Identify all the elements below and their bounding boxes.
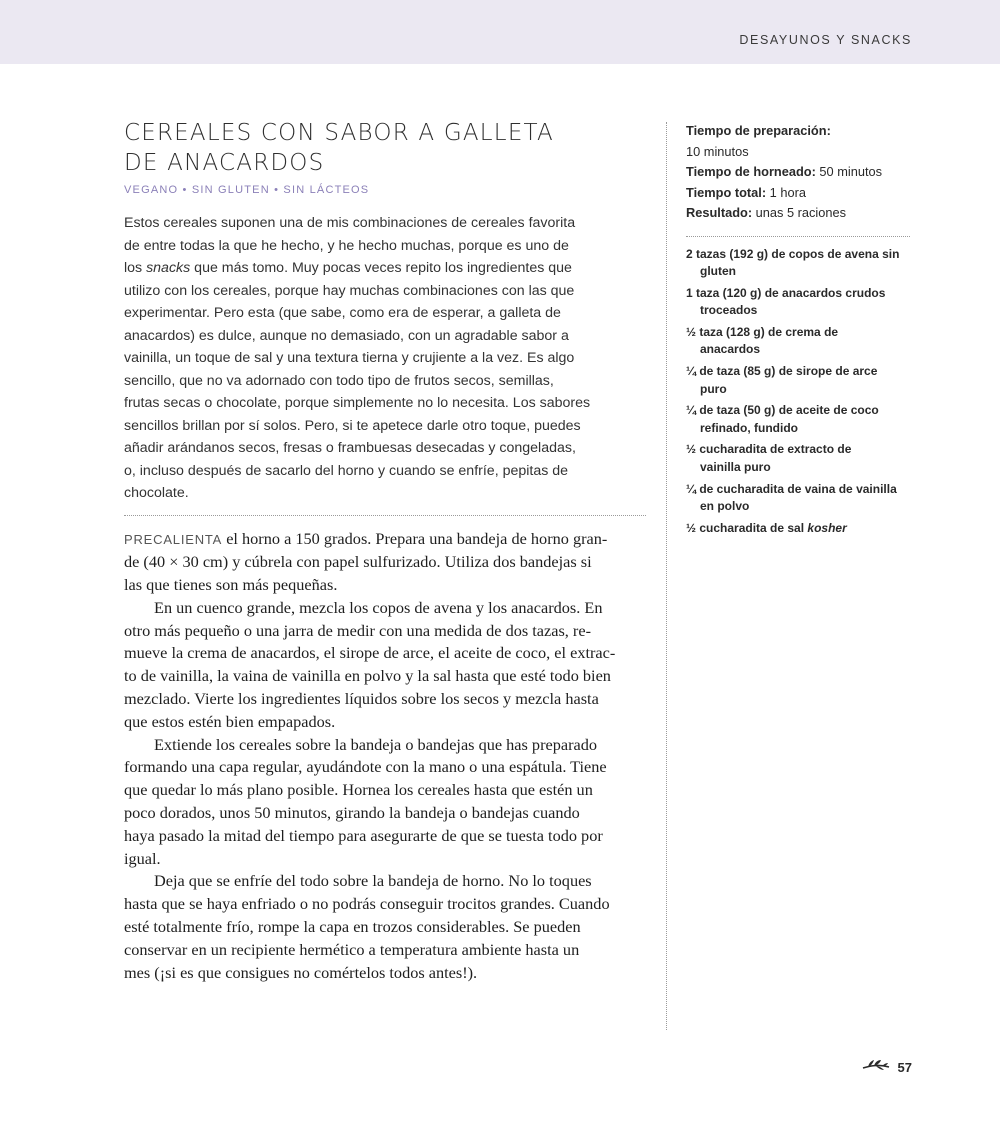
intro-line: sencillos brillan por sí solos. Pero, si te apetece darle otro toque, puedes <box>124 417 581 434</box>
ingredient-line: ½ taza (128 g) de crema de <box>686 324 839 339</box>
header-band <box>0 0 1000 64</box>
dotted-divider <box>686 236 910 237</box>
method-paragraph <box>124 597 648 734</box>
ingredient-line: anacardos <box>700 342 761 357</box>
ingredient-line: puro <box>700 381 727 396</box>
intro-line: añadir arándanos secos, fresas o frambuesas desecadas y congeladas, <box>124 440 576 456</box>
method-paragraph <box>124 734 648 871</box>
italic-term: snacks <box>146 260 191 276</box>
ingredient-item <box>686 324 916 359</box>
method-line: mezclado. Vierte los ingredientes líquidos sobre los secos y mezcla hasta <box>124 689 599 709</box>
main-column <box>124 118 648 984</box>
method-line: de (40 × 30 cm) y cúbrela con papel sulfurizado. Utiliza dos bandejas si <box>124 552 592 572</box>
text-run: que más tomo. Muy pocas veces repito los ingredientes que <box>190 260 572 276</box>
method-line: que estos estén bien empapados. <box>124 711 336 731</box>
method-line: esté totalmente frío, rompe la capa en trozos considerables. Se pueden <box>124 917 581 937</box>
text-run: los <box>124 260 147 276</box>
intro-line: sencillo, que no va adornado con todo tipo de frutos secos, semillas, <box>124 372 554 389</box>
method-line: mueve la crema de anacardos, el sirope de arce, el aceite de coco, el extrac- <box>124 643 616 663</box>
method-line <box>124 528 648 552</box>
meta-label: Resultado: <box>686 205 753 220</box>
meta-value: 10 minutos <box>686 143 749 159</box>
meta-label: Tiempo total: <box>686 184 767 200</box>
meta-row <box>686 203 916 224</box>
dotted-divider <box>124 515 646 516</box>
meta-value: unas 5 raciones <box>752 205 847 220</box>
ingredient-line: gluten <box>700 264 736 279</box>
intro-line: chocolate. <box>124 485 189 501</box>
method-line: to de vainilla, la vaina de vainilla en polvo y la sal hasta que esté todo bien <box>124 666 611 686</box>
ingredient-line: 1 taza (120 g) de anacardos crudos <box>686 285 886 300</box>
method-line: formando una capa regular, ayudándote con la mano o una espátula. Tiene <box>124 757 607 777</box>
ingredient-line: vainilla puro <box>700 460 771 475</box>
ingredient-item <box>686 520 916 538</box>
ingredient-line <box>686 520 916 538</box>
method-line: que quedar lo más plano posible. Hornea los cereales hasta que estén un <box>124 780 593 800</box>
method-line: hasta que se haya enfriado o no podrás conseguir trocitos grandes. Cuando <box>124 894 610 914</box>
ingredients-list <box>686 246 916 538</box>
meta-value: 1 hora <box>766 184 806 200</box>
ingredient-item <box>686 285 916 320</box>
method-line: mes (¡si es que consigues no comértelos todos antes!). <box>124 962 478 982</box>
ingredient-item <box>686 441 916 476</box>
vertical-dotted-rule <box>666 122 667 1030</box>
recipe-title-line: DE ANACARDOS <box>124 150 325 176</box>
method-line: las que tienes son más pequeñas. <box>124 575 338 595</box>
intro-text <box>124 212 648 505</box>
meta-label: Tiempo de preparación: <box>686 123 831 138</box>
italic-term: kosher <box>807 520 847 535</box>
intro-line: frutas secas o chocolate, porque simplemente no lo necesita. Los sabores <box>124 395 591 411</box>
method-line: Extiende los cereales sobre la bandeja o bandejas que has preparado <box>154 734 598 754</box>
ingredient-item <box>686 363 916 398</box>
recipe-title-line: CEREALES CON SABOR A GALLETA <box>124 120 554 146</box>
sidebar <box>686 121 916 541</box>
ingredient-item <box>686 246 916 281</box>
method-line: otro más pequeño o una jarra de medir con una medida de dos tazas, re- <box>124 620 592 640</box>
ingredient-line: ½ cucharadita de extracto de <box>686 442 852 457</box>
meta-row <box>686 121 916 162</box>
method-paragraph <box>124 870 648 984</box>
recipe-title <box>124 118 648 178</box>
ingredient-line: ¼ de cucharadita de vaina de vainilla <box>686 481 897 496</box>
method-paragraph <box>124 528 648 597</box>
ingredient-line: ¼ de taza (85 g) de sirope de arce <box>686 364 878 379</box>
intro-line: anacardos) es dulce, aunque no demasiado, con un agradable sabor a <box>124 327 569 344</box>
ingredient-line: en polvo <box>700 499 750 514</box>
intro-line: Estos cereales suponen una de mis combinaciones de cereales favorita <box>124 215 576 231</box>
method-line: Deja que se enfríe del todo sobre la bandeja de horno. No lo toques <box>154 871 592 891</box>
method-line: En un cuenco grande, mezcla los copos de avena y los anacardos. En <box>154 597 603 617</box>
intro-line <box>124 257 648 280</box>
ingredient-item <box>686 402 916 437</box>
meta-row <box>686 162 916 183</box>
method-line: conservar en un recipiente hermético a temperatura ambiente hasta un <box>124 939 580 959</box>
meta-label: Tiempo de horneado: <box>686 164 816 179</box>
recipe-tags: VEGANO • SIN GLUTEN • SIN LÁCTEOS <box>124 184 370 196</box>
intro-line: utilizo con los cereales, porque hay muchas combinaciones con las que <box>124 282 575 299</box>
intro-line: de entre todas la que he hecho, y he hecho muchas, porque es uno de <box>124 237 569 254</box>
ingredient-line: ¼ de taza (50 g) de aceite de coco <box>686 403 879 418</box>
ingredient-line: 2 tazas (192 g) de copos de avena sin <box>686 246 900 261</box>
text-run: el horno a 150 grados. Prepara una bandeja de horno gran- <box>222 528 608 548</box>
meta-value: 50 minutos <box>815 164 883 179</box>
intro-line: o, incluso después de sacarlo del horno y cuando se enfríe, pepitas de <box>124 462 569 479</box>
ingredient-item <box>686 481 916 516</box>
recipe-meta <box>686 121 916 224</box>
method-line: haya pasado la mitad del tiempo para asegurarte de que se tuesta todo por <box>124 825 603 845</box>
method-lead-word: PRECALIENTA <box>124 531 223 547</box>
intro-line: vainilla, un toque de sal y una textura tierna y crujiente a la vez. Es algo <box>124 350 575 366</box>
ingredient-line: refinado, fundido <box>700 420 798 435</box>
method-line: poco dorados, unos 50 minutos, girando la bandeja o bandejas cuando <box>124 803 580 823</box>
page-number: 57 <box>897 1060 912 1075</box>
page-footer <box>862 1058 912 1077</box>
method-text <box>124 528 648 985</box>
ingredient-line: troceados <box>700 303 758 318</box>
sprig-ornament-icon <box>862 1058 890 1077</box>
intro-line: experimentar. Pero esta (que sabe, como era de esperar, a galleta de <box>124 305 561 321</box>
method-line: igual. <box>124 848 161 868</box>
section-name: DESAYUNOS Y SNACKS <box>739 33 912 47</box>
meta-row <box>686 183 916 204</box>
text-run: ½ cucharadita de sal <box>686 520 808 535</box>
